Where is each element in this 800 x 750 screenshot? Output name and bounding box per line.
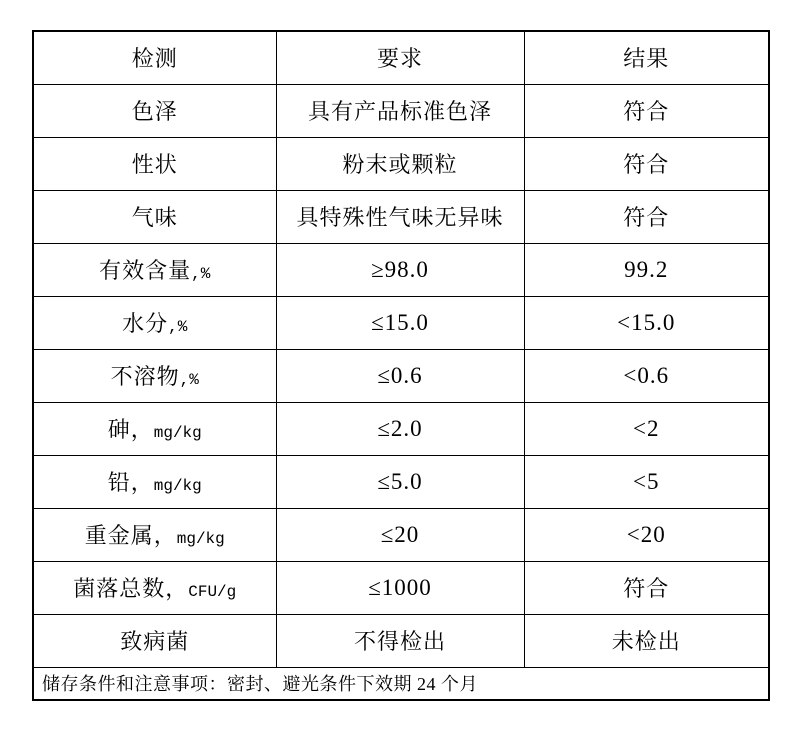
result-cell: 99.2 (524, 243, 769, 296)
header-requirement: 要求 (276, 31, 524, 84)
table-row (33, 349, 769, 402)
test-item-cell (33, 349, 276, 402)
test-item-label: 重金属， (84, 523, 177, 548)
table-row (33, 455, 769, 508)
result-cell: 未检出 (524, 614, 769, 667)
result-cell: <15.0 (524, 296, 769, 349)
requirement-cell: ≤5.0 (276, 455, 524, 508)
result-cell: <2 (524, 402, 769, 455)
requirement-cell: ≥98.0 (276, 243, 524, 296)
table-row (33, 190, 769, 243)
requirement-cell: 具特殊性气味无异味 (276, 190, 524, 243)
requirement-cell: ≤15.0 (276, 296, 524, 349)
result-cell: 符合 (524, 561, 769, 614)
test-item-label: 性状 (131, 152, 178, 177)
table-row (33, 508, 769, 561)
table-row (33, 243, 769, 296)
table-header-row (33, 31, 769, 84)
test-item-label: 色泽 (131, 99, 178, 124)
result-cell: 符合 (524, 84, 769, 137)
test-item-label: 菌落总数， (73, 576, 189, 601)
test-item-unit: ,% (179, 371, 199, 389)
table-row (33, 296, 769, 349)
test-item-unit: mg/kg (153, 424, 202, 442)
test-item-cell (33, 296, 276, 349)
result-cell: <5 (524, 455, 769, 508)
test-item-unit: ,% (191, 265, 211, 283)
table-row (33, 84, 769, 137)
requirement-cell: ≤2.0 (276, 402, 524, 455)
test-item-unit: CFU/g (188, 583, 237, 601)
test-item-cell (33, 402, 276, 455)
test-item-label: 铅， (107, 470, 154, 495)
test-item-label: 致病菌 (120, 629, 190, 654)
test-item-unit: ,% (168, 318, 188, 336)
table-row (33, 402, 769, 455)
requirement-cell: 不得检出 (276, 614, 524, 667)
test-item-cell (33, 455, 276, 508)
requirement-cell: 具有产品标准色泽 (276, 84, 524, 137)
table-row (33, 561, 769, 614)
result-cell: <0.6 (524, 349, 769, 402)
table-row (33, 614, 769, 667)
test-item-cell (33, 614, 276, 667)
test-item-cell (33, 190, 276, 243)
test-item-label: 有效含量 (99, 258, 192, 283)
test-item-label: 水分 (122, 311, 169, 336)
test-item-label: 气味 (131, 205, 178, 230)
test-item-label: 不溶物 (110, 364, 180, 389)
requirement-cell: ≤20 (276, 508, 524, 561)
result-cell: 符合 (524, 190, 769, 243)
test-item-cell (33, 508, 276, 561)
requirement-cell: ≤1000 (276, 561, 524, 614)
requirement-cell: 粉末或颗粒 (276, 137, 524, 190)
storage-note: 储存条件和注意事项：密封、避光条件下效期 24 个月 (33, 667, 769, 700)
inspection-table (32, 30, 770, 701)
test-item-cell (33, 137, 276, 190)
result-cell: 符合 (524, 137, 769, 190)
requirement-cell: ≤0.6 (276, 349, 524, 402)
test-item-cell (33, 561, 276, 614)
storage-note-row (33, 667, 769, 700)
test-item-unit: mg/kg (176, 530, 225, 548)
test-item-unit: mg/kg (153, 477, 202, 495)
test-item-cell (33, 84, 276, 137)
header-test: 检测 (33, 31, 276, 84)
header-result: 结果 (524, 31, 769, 84)
result-cell: <20 (524, 508, 769, 561)
test-item-cell (33, 243, 276, 296)
table-row (33, 137, 769, 190)
test-item-label: 砷， (107, 417, 154, 442)
